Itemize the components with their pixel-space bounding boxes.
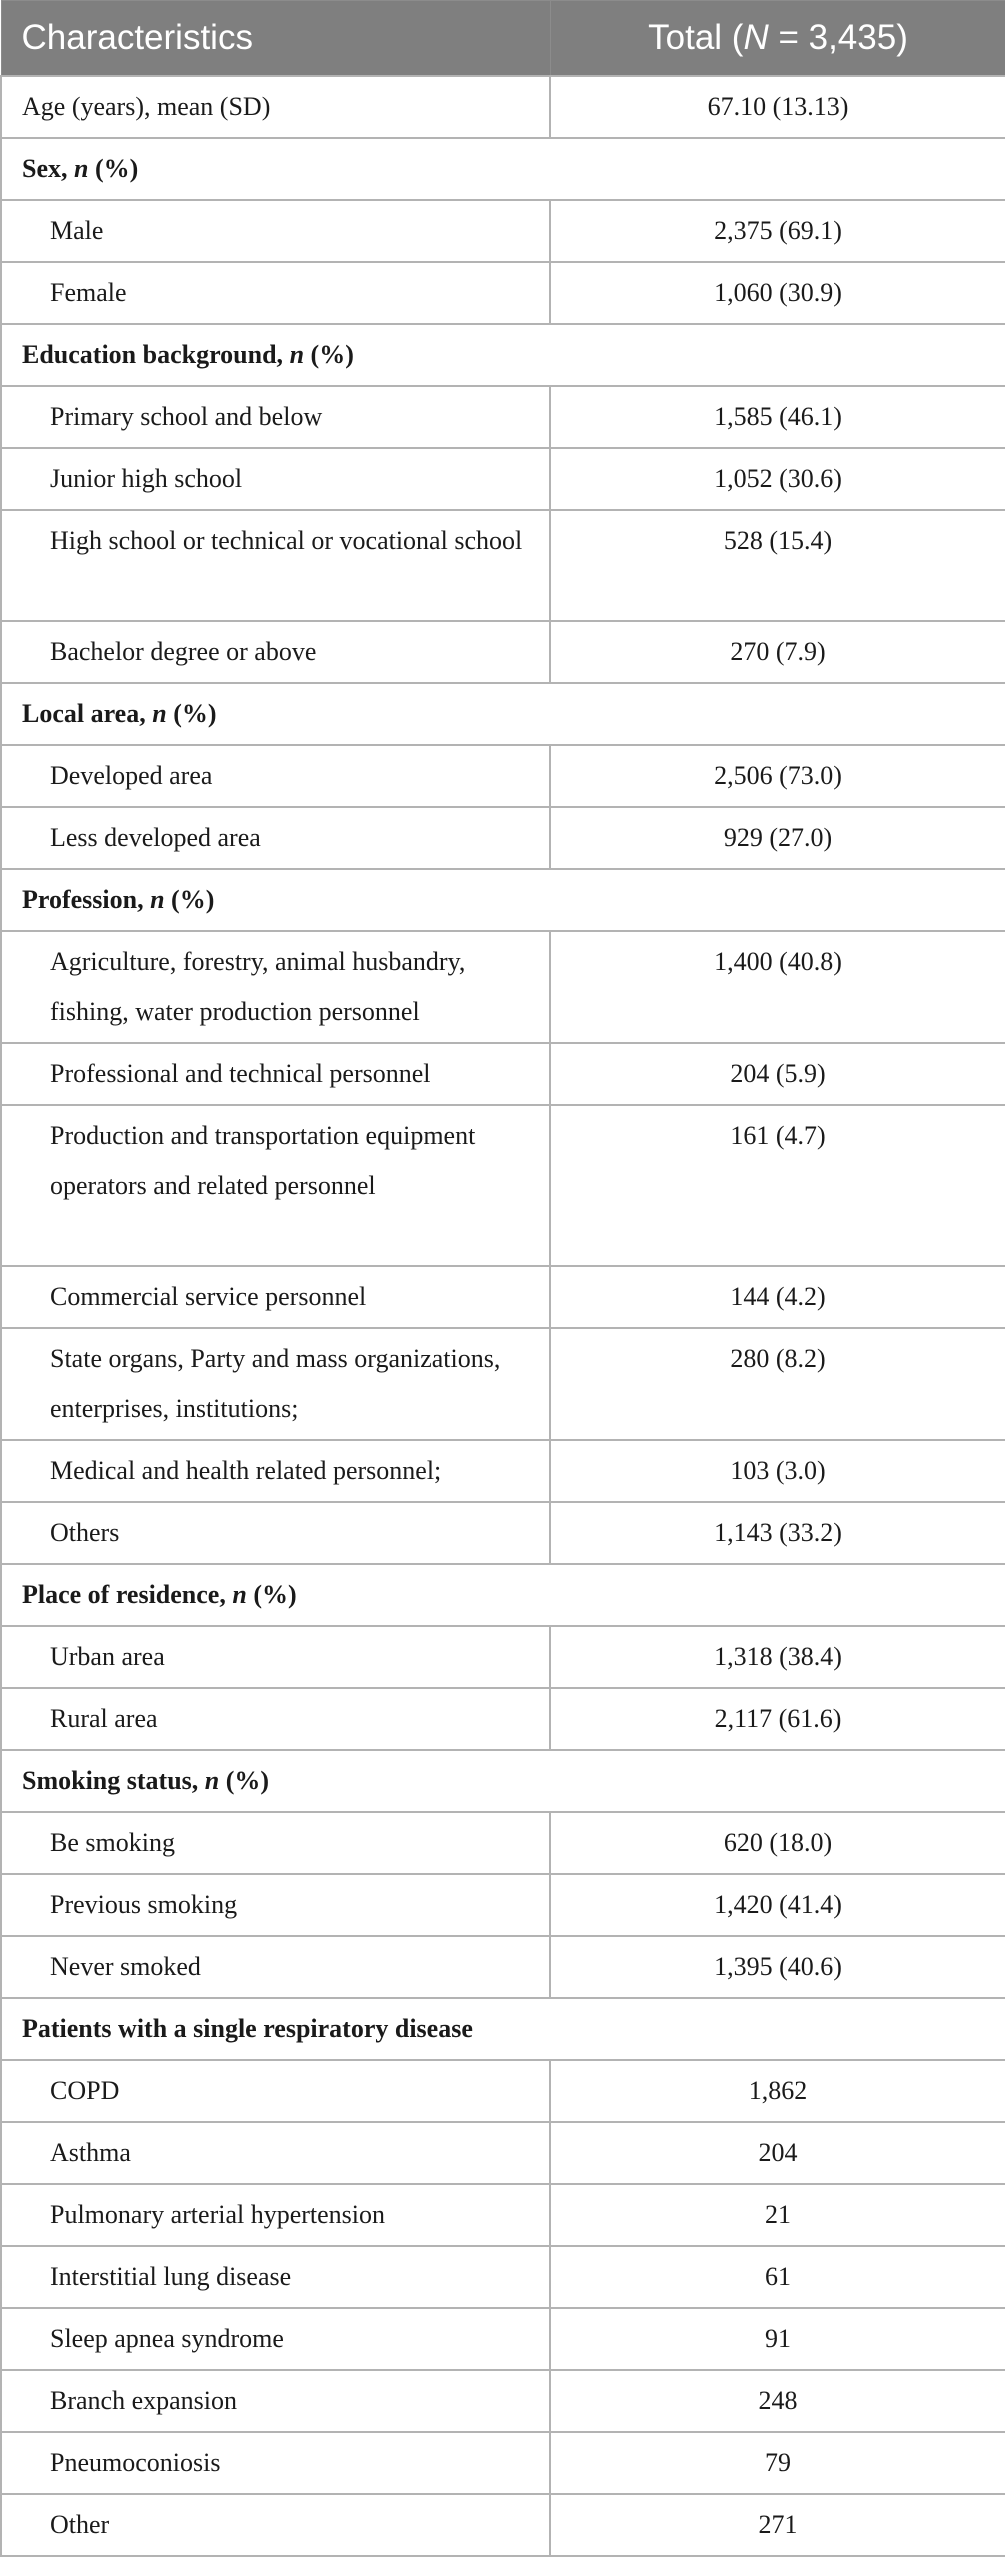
row-label: Rural area [1,1688,550,1750]
table-row [1,1043,1005,1105]
section-row-education [1,324,1005,386]
table-row [1,1328,1005,1440]
section-label: Patients with a single respiratory disease [1,1998,1005,2060]
row-label: Previous smoking [1,1874,550,1936]
table-row [1,2184,1005,2246]
table-row [1,200,1005,262]
row-label: Branch expansion [1,2370,550,2432]
section-label: Education background, n (%) [1,324,1005,386]
table-row [1,1626,1005,1688]
row-value: 1,585 (46.1) [550,386,1005,448]
table-row [1,931,1005,1043]
section-row-sex [1,138,1005,200]
row-label: COPD [1,2060,550,2122]
table-row [1,262,1005,324]
row-value: 91 [550,2308,1005,2370]
section-label: Profession, n (%) [1,869,1005,931]
row-value: 1,318 (38.4) [550,1626,1005,1688]
row-value: 1,420 (41.4) [550,1874,1005,1936]
table-row [1,1688,1005,1750]
row-value: 271 [550,2494,1005,2556]
row-label: Pulmonary arterial hypertension [1,2184,550,2246]
row-value: 2,506 (73.0) [550,745,1005,807]
row-value: 79 [550,2432,1005,2494]
row-value: 1,395 (40.6) [550,1936,1005,1998]
row-label: Commercial service personnel [1,1266,550,1328]
table-header-row [1,1,1005,77]
row-value: 204 (5.9) [550,1043,1005,1105]
section-label: Place of residence, n (%) [1,1564,1005,1626]
row-value: 929 (27.0) [550,807,1005,869]
row-label: Interstitial lung disease [1,2246,550,2308]
row-value: 1,060 (30.9) [550,262,1005,324]
table-row [1,2308,1005,2370]
table-row [1,386,1005,448]
section-label: Local area, n (%) [1,683,1005,745]
table-row [1,2432,1005,2494]
row-value: 280 (8.2) [550,1328,1005,1440]
table-row [1,2370,1005,2432]
row-value: 2,375 (69.1) [550,200,1005,262]
row-value: 21 [550,2184,1005,2246]
row-value: 61 [550,2246,1005,2308]
row-label: Never smoked [1,1936,550,1998]
table-row [1,745,1005,807]
row-value: 2,117 (61.6) [550,1688,1005,1750]
row-label: Less developed area [1,807,550,869]
header-total [550,1,1005,77]
row-label: Sleep apnea syndrome [1,2308,550,2370]
table-row [1,1936,1005,1998]
row-value: 204 [550,2122,1005,2184]
table-row [1,1812,1005,1874]
row-label: High school or technical or vocational school [1,510,550,621]
table-row [1,2246,1005,2308]
table-row [1,76,1005,138]
row-label: Others [1,1502,550,1564]
section-row-profession [1,869,1005,931]
section-label: Smoking status, n (%) [1,1750,1005,1812]
table-row [1,621,1005,683]
table-row [1,1266,1005,1328]
row-label: Be smoking [1,1812,550,1874]
table-row [1,1105,1005,1266]
row-value: 103 (3.0) [550,1440,1005,1502]
section-row-respiratory [1,1998,1005,2060]
row-label: Asthma [1,2122,550,2184]
header-total-prefix: Total ( [648,18,744,57]
row-value: 528 (15.4) [550,510,1005,621]
row-value: 248 [550,2370,1005,2432]
table-row [1,1440,1005,1502]
header-characteristics: Characteristics [1,1,550,77]
table-row [1,448,1005,510]
row-label: Female [1,262,550,324]
table-row [1,807,1005,869]
row-label: Professional and technical personnel [1,1043,550,1105]
row-label: Pneumoconiosis [1,2432,550,2494]
row-label: Agriculture, forestry, animal husbandry, fishing, water production personnel [1,931,550,1043]
row-label: Medical and health related personnel; [1,1440,550,1502]
header-total-suffix: = 3,435) [768,18,908,57]
table-row [1,1502,1005,1564]
row-value: 1,862 [550,2060,1005,2122]
row-label: State organs, Party and mass organizations, enterprises, institutions; [1,1328,550,1440]
row-label: Age (years), mean (SD) [1,76,550,138]
row-label: Developed area [1,745,550,807]
section-row-residence [1,1564,1005,1626]
table-row [1,2060,1005,2122]
section-row-smoking [1,1750,1005,1812]
row-value: 620 (18.0) [550,1812,1005,1874]
row-value: 270 (7.9) [550,621,1005,683]
row-value: 1,052 (30.6) [550,448,1005,510]
row-label: Bachelor degree or above [1,621,550,683]
row-value: 67.10 (13.13) [550,76,1005,138]
row-value: 1,143 (33.2) [550,1502,1005,1564]
row-label: Production and transportation equipment operators and related personnel [1,1105,550,1266]
header-total-n: N [743,18,769,57]
row-label: Other [1,2494,550,2556]
section-row-local-area [1,683,1005,745]
table-row [1,510,1005,621]
table-row [1,1874,1005,1936]
row-value: 1,400 (40.8) [550,931,1005,1043]
row-value: 161 (4.7) [550,1105,1005,1266]
row-label: Urban area [1,1626,550,1688]
row-label: Primary school and below [1,386,550,448]
table-row [1,2122,1005,2184]
row-value: 144 (4.2) [550,1266,1005,1328]
row-label: Junior high school [1,448,550,510]
section-label: Sex, n (%) [1,138,1005,200]
row-label: Male [1,200,550,262]
